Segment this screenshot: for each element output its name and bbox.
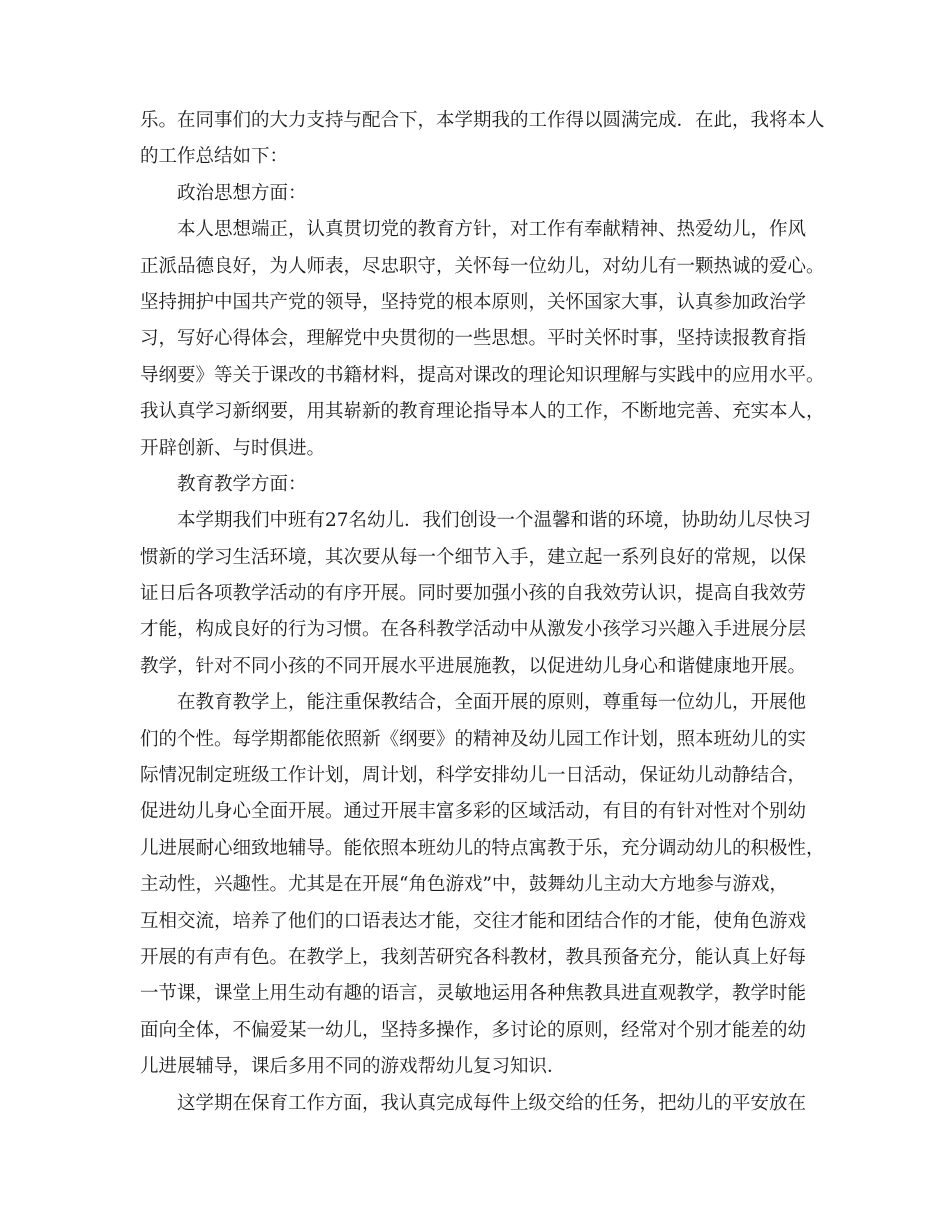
paragraph-line: 面向全体，不偏爱某一幼儿，坚持多操作，多讨论的原则，经常对个别才能差的幼 [140, 1019, 807, 1041]
paragraph-line: 儿进展耐心细致地辅导。能依照本班幼儿的特点寓教于乐，充分调动幼儿的积极性， [140, 837, 825, 859]
paragraph-line: 这学期在保育工作方面，我认真完成每件上级交给的任务，把幼儿的平安放在 [177, 1092, 807, 1114]
paragraph-line: 一节课，课堂上用生动有趣的语言，灵敏地运用各种焦教具进直观教学，教学时能 [140, 983, 807, 1005]
paragraph [140, 212, 830, 467]
heading-text: 教育教学方面： [177, 473, 307, 495]
paragraph-line: 开展的有声有色。在教学上，我刻苦研究各科教材，教具预备充分，能认真上好每 [140, 946, 807, 968]
paragraph-line: 惯新的学习生活环境，其次要从每一个细节入手，建立起一系列良好的常规，以保 [140, 546, 807, 568]
paragraph-line: 教学，针对不同小孩的不同开展水平进展施教，以促进幼儿身心和谐健康地开展。 [140, 655, 807, 677]
section-heading [140, 467, 830, 503]
paragraph-line: 促进幼儿身心全面开展。通过开展丰富多彩的区域活动，有目的有针对性对个别幼 [140, 801, 807, 823]
paragraph [140, 103, 830, 176]
paragraph-line: 互相交流，培养了他们的口语表达才能，交往才能和团结合作的才能，使角色游戏 [140, 910, 807, 932]
paragraph-line: 本人思想端正，认真贯切党的教育方针，对工作有奉献精神、热爱幼儿，作风 [177, 219, 807, 241]
paragraph-line: 才能，构成良好的行为习惯。在各科教学活动中从激发小孩学习兴趣入手进展分层 [140, 619, 807, 641]
paragraph-line: 本学期我们中班有27名幼儿．我们创设一个温馨和谐的环境，协助幼儿尽快习 [177, 510, 812, 532]
paragraph-line: 的工作总结如下： [140, 146, 289, 168]
body-text [140, 103, 830, 1122]
paragraph-line: 习，写好心得体会，理解党中央贯彻的一些思想。平时关怀时事，坚持读报教育指 [140, 328, 807, 350]
paragraph-line: 在教育教学上，能注重保教结合，全面开展的原则，尊重每一位幼儿，开展他 [177, 692, 807, 714]
paragraph-line: 主动性，兴趣性。尤其是在开展“角色游戏”中，鼓舞幼儿主动大方地参与游戏， [140, 874, 788, 896]
paragraph-line: 际情况制定班级工作计划，周计划，科学安排幼儿一日活动，保证幼儿动静结合， [140, 765, 807, 787]
section-heading [140, 176, 830, 212]
paragraph-line: 乐。在同事们的大力支持与配合下，本学期我的工作得以圆满完成．在此，我将本人 [140, 110, 825, 131]
paragraph-line: 导纲要》等关于课改的书籍材料，提高对课改的理论知识理解与实践中的应用水平。 [140, 364, 825, 386]
paragraph-line: 正派品德良好，为人师表，尽忠职守，关怀每一位幼儿，对幼儿有一颗热诚的爱心。 [140, 255, 825, 277]
paragraph [140, 503, 830, 685]
paragraph-line: 开辟创新、与时俱进。 [140, 437, 326, 459]
paragraph-line: 儿进展辅导，课后多用不同的游戏帮幼儿复习知识． [140, 1056, 566, 1078]
paragraph-line: 我认真学习新纲要，用其崭新的教育理论指导本人的工作，不断地完善、充实本人， [140, 401, 825, 423]
paragraph-line: 证日后各项教学活动的有序开展。同时要加强小孩的自我效劳认识，提高自我效劳 [140, 583, 807, 605]
paragraph [140, 1086, 830, 1122]
paragraph-line: 们的个性。每学期都能依照新《纲要》的精神及幼儿园工作计划，照本班幼儿的实 [140, 728, 807, 750]
paragraph [140, 685, 830, 1085]
paragraph-line: 坚持拥护中国共产党的领导，坚持党的根本原则，关怀国家大事，认真参加政治学 [140, 291, 807, 313]
heading-text: 政治思想方面： [177, 182, 307, 204]
